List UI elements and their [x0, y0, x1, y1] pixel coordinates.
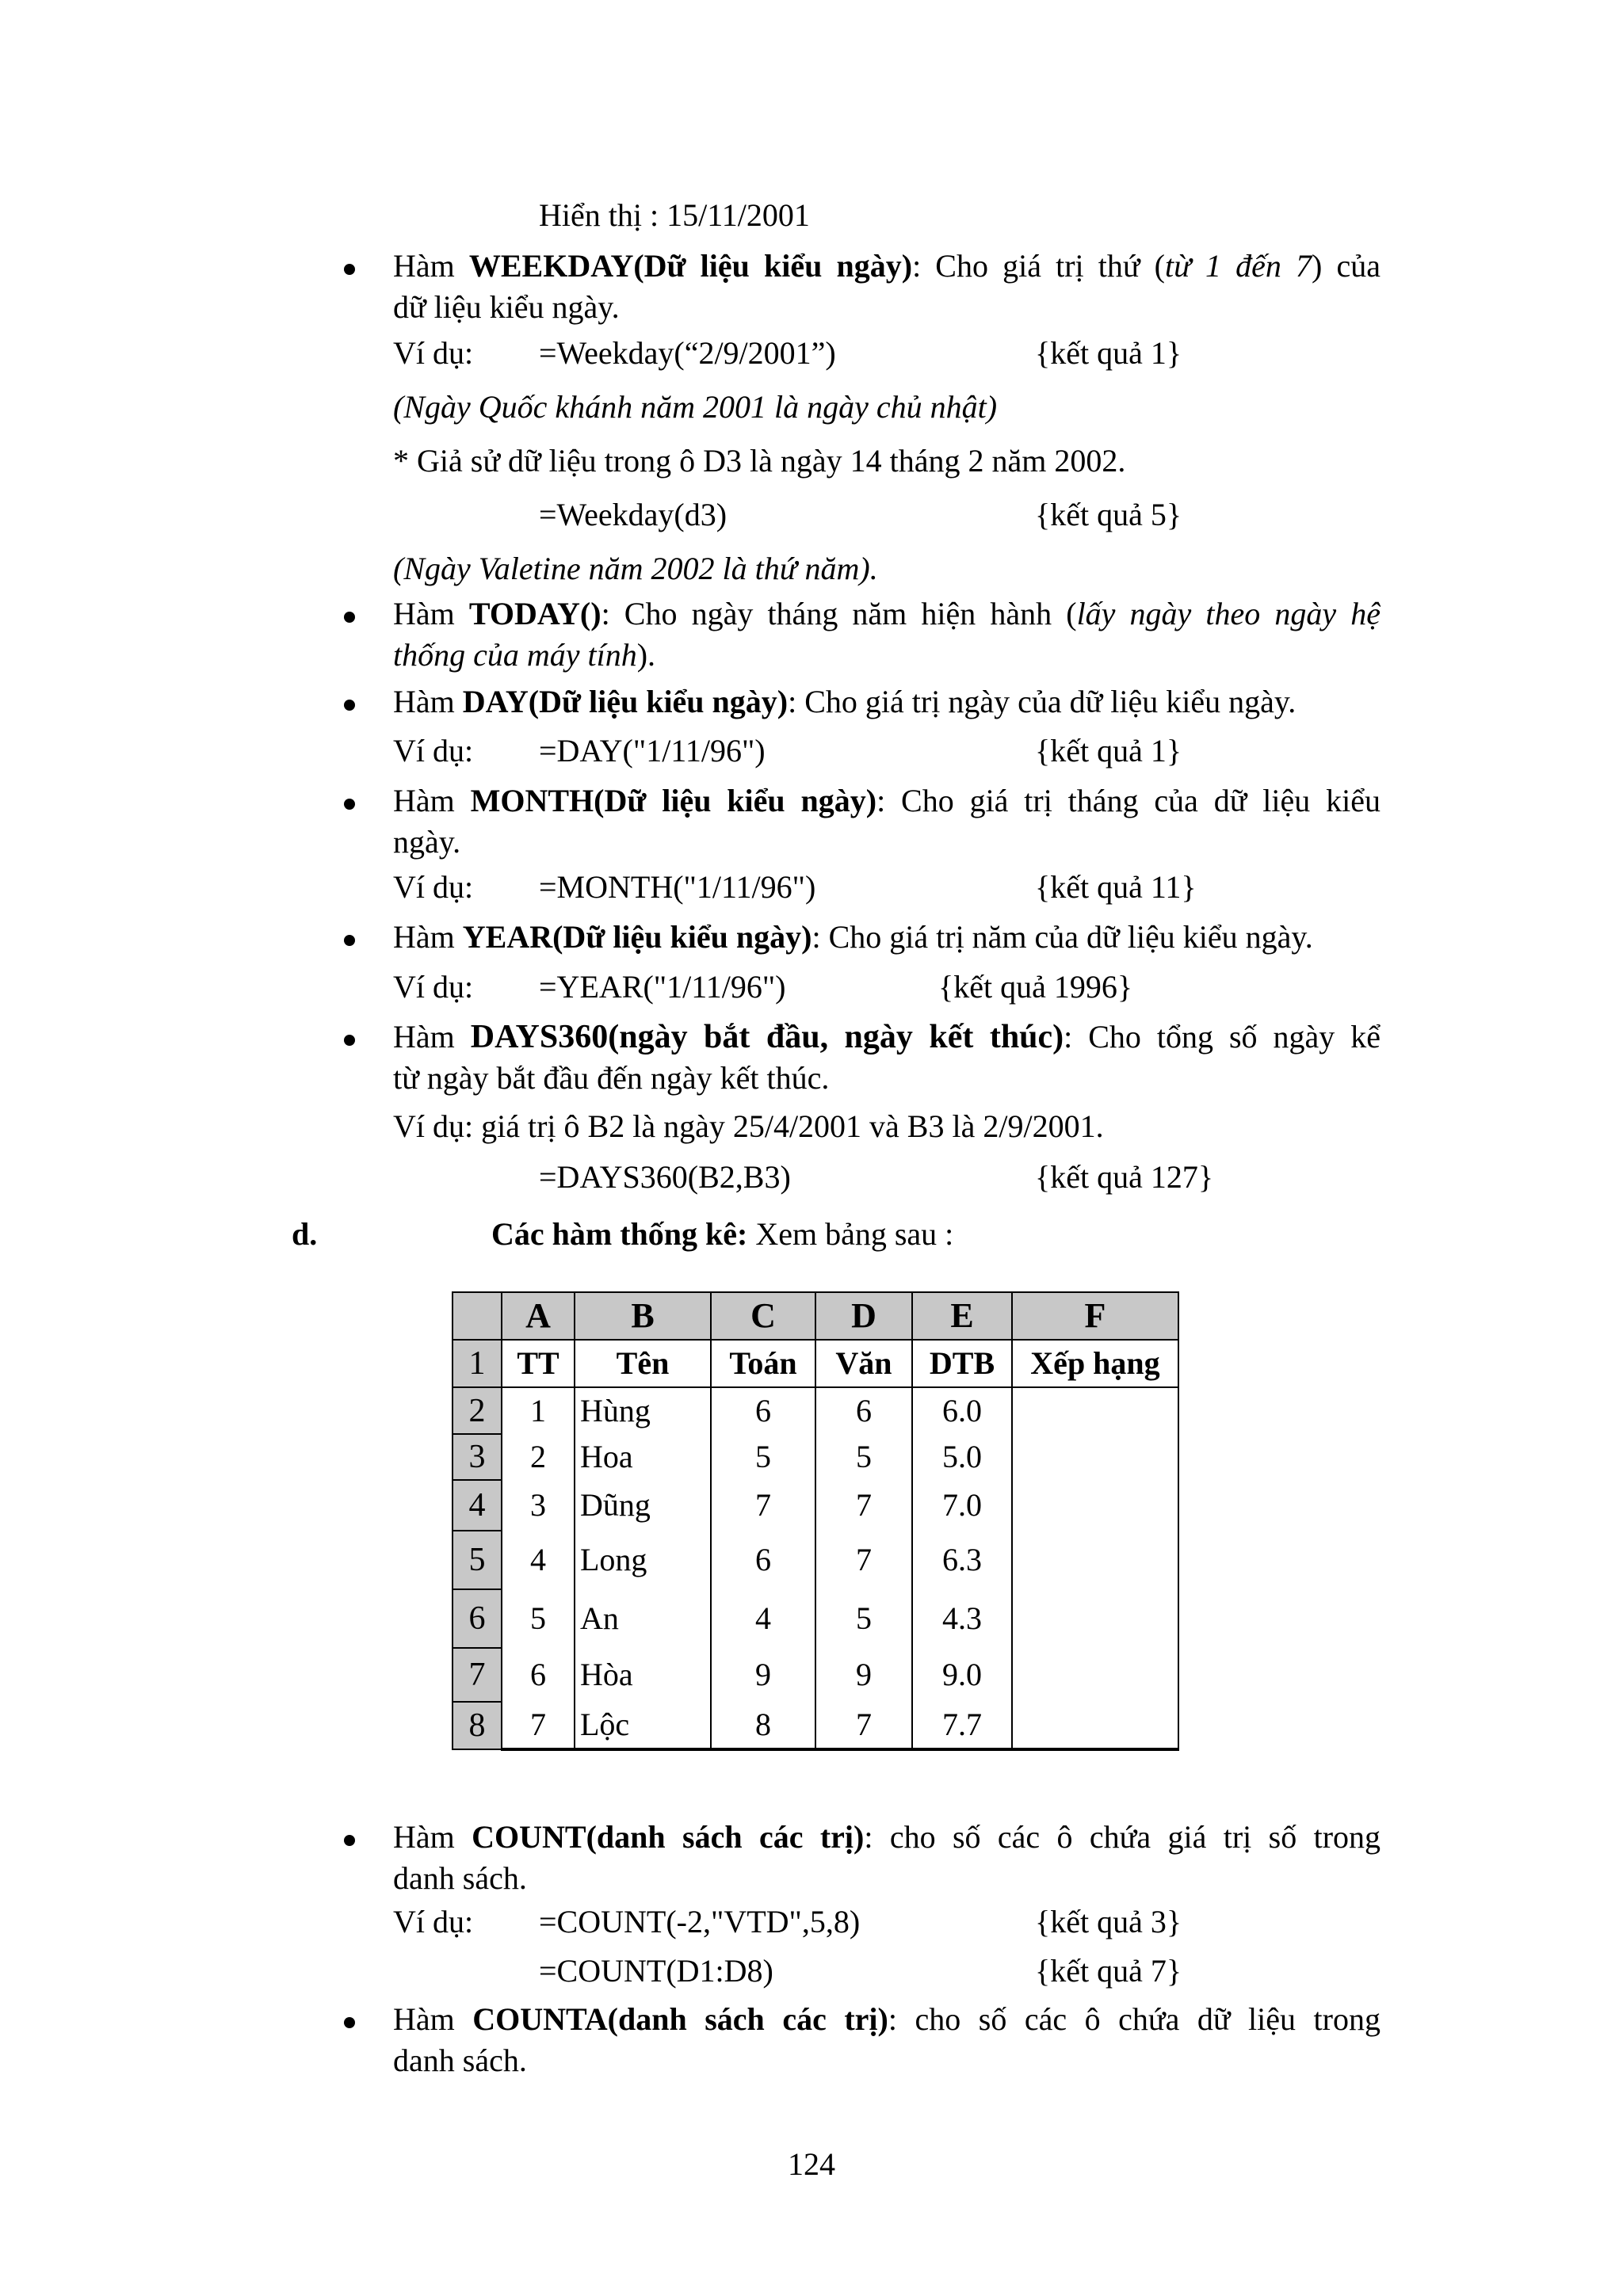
page-number: 124: [788, 2146, 835, 2182]
weekday-description: Hàm WEEKDAY(Dữ liệu kiểu ngày): Cho giá trị thứ (từ 1 đến 7) của dữ liệu kiểu ngày.: [393, 248, 1381, 325]
cell-tt: 6: [502, 1648, 575, 1702]
row-number: 8: [453, 1702, 502, 1749]
table-row: [453, 1531, 1178, 1589]
day-example-formula: =DAY("1/11/96"): [539, 733, 766, 769]
header-van: Văn: [815, 1340, 912, 1387]
cell-van: 7: [815, 1702, 912, 1749]
year-description: Hàm YEAR(Dữ liệu kiểu ngày): Cho giá trị năm của dữ liệu kiểu ngày.: [393, 919, 1313, 955]
cell-toan: 5: [711, 1434, 815, 1480]
cell-tt: 5: [502, 1589, 575, 1648]
month-description: Hàm MONTH(Dữ liệu kiểu ngày): Cho giá trị tháng của dữ liệu kiểu ngày.: [393, 783, 1381, 860]
count-function-name: COUNT(danh sách các trị): [472, 1819, 865, 1855]
cell-ten: Hùng: [575, 1387, 711, 1434]
cell-toan: 7: [711, 1480, 815, 1531]
year-example-label: Ví dụ:: [393, 969, 474, 1005]
bullet-day: [344, 700, 355, 711]
year-function-name: YEAR(Dữ liệu kiểu ngày): [462, 919, 812, 955]
day-example-label: Ví dụ:: [393, 733, 474, 769]
col-letter-e: E: [912, 1292, 1012, 1340]
col-letter-d: D: [815, 1292, 912, 1340]
cell-ten: An: [575, 1589, 711, 1648]
bullet-days360: [344, 1035, 355, 1046]
cell-xep-hang: [1012, 1434, 1178, 1480]
weekday-assumption: * Giả sử dữ liệu trong ô D3 là ngày 14 tháng 2 năm 2002.: [393, 443, 1126, 479]
days360-example-result: {kết quả 127}: [1035, 1159, 1214, 1195]
weekday-example-result: {kết quả 1}: [1035, 335, 1182, 371]
cell-tt: 4: [502, 1531, 575, 1589]
cell-ten: Lộc: [575, 1702, 711, 1749]
month-example-label: Ví dụ:: [393, 869, 474, 905]
cell-xep-hang: [1012, 1589, 1178, 1648]
cell-ten: Long: [575, 1531, 711, 1589]
cell-van: 7: [815, 1480, 912, 1531]
month-function-name: MONTH(Dữ liệu kiểu ngày): [470, 783, 877, 818]
corner-cell: [453, 1292, 502, 1340]
days360-example-formula: =DAYS360(B2,B3): [539, 1159, 791, 1195]
row-number: 1: [453, 1340, 502, 1387]
header-dtb: DTB: [912, 1340, 1012, 1387]
cell-ten: Hòa: [575, 1648, 711, 1702]
count-example-result: {kết quả 3}: [1035, 1904, 1182, 1939]
cell-dtb: 5.0: [912, 1434, 1012, 1480]
section-heading: Các hàm thống kê: Xem bảng sau :: [491, 1216, 954, 1252]
month-example-result: {kết quả 11}: [1035, 869, 1197, 905]
count-example-formula: =COUNT(-2,"VTD",5,8): [539, 1904, 861, 1939]
cell-toan: 4: [711, 1589, 815, 1648]
counta-description: Hàm COUNTA(danh sách các trị): cho số các ô chứa dữ liệu trong danh sách.: [393, 2001, 1381, 2078]
today-description: Hàm TODAY(): Cho ngày tháng năm hiện hành (lấy ngày theo ngày hệ thống của máy tính).: [393, 596, 1381, 673]
weekday-example-formula: =Weekday(“2/9/2001”): [539, 335, 836, 371]
day-description: Hàm DAY(Dữ liệu kiểu ngày): Cho giá trị ngày của dữ liệu kiểu ngày.: [393, 684, 1296, 719]
column-letters-row: [453, 1292, 1178, 1340]
header-toan: Toán: [711, 1340, 815, 1387]
spreadsheet-table: [452, 1291, 1179, 1751]
counta-function-name: COUNTA(danh sách các trị): [472, 2001, 888, 2037]
bullet-weekday: [344, 264, 355, 275]
today-function-name: TODAY(): [468, 596, 601, 631]
bullet-year: [344, 935, 355, 946]
month-example-formula: =MONTH("1/11/96"): [539, 869, 816, 905]
cell-dtb: 7.0: [912, 1480, 1012, 1531]
cell-tt: 2: [502, 1434, 575, 1480]
year-example-formula: =YEAR("1/11/96"): [539, 969, 786, 1005]
row-number: 2: [453, 1387, 502, 1434]
weekday-example2-formula: =Weekday(d3): [539, 497, 727, 532]
cell-van: 5: [815, 1434, 912, 1480]
table-row: [453, 1480, 1178, 1531]
cell-dtb: 6.0: [912, 1387, 1012, 1434]
cell-dtb: 7.7: [912, 1702, 1012, 1749]
day-function-name: DAY(Dữ liệu kiểu ngày): [462, 684, 789, 719]
col-letter-c: C: [711, 1292, 815, 1340]
row-number: 3: [453, 1434, 502, 1480]
header-ten: Tên: [575, 1340, 711, 1387]
row-number: 6: [453, 1589, 502, 1648]
cell-toan: 9: [711, 1648, 815, 1702]
cell-xep-hang: [1012, 1387, 1178, 1434]
cell-dtb: 4.3: [912, 1589, 1012, 1648]
count-example2-result: {kết quả 7}: [1035, 1953, 1182, 1989]
weekday-note-2: (Ngày Valetine năm 2002 là thứ năm).: [393, 551, 878, 586]
cell-tt: 1: [502, 1387, 575, 1434]
cell-tt: 3: [502, 1480, 575, 1531]
table-row: [453, 1434, 1178, 1480]
cell-dtb: 9.0: [912, 1648, 1012, 1702]
day-example-result: {kết quả 1}: [1035, 733, 1182, 769]
cell-toan: 8: [711, 1702, 815, 1749]
days360-example-line: Ví dụ: giá trị ô B2 là ngày 25/4/2001 và B3 là 2/9/2001.: [393, 1108, 1104, 1144]
bullet-count: [344, 1835, 355, 1846]
cell-xep-hang: [1012, 1648, 1178, 1702]
cell-ten: Dũng: [575, 1480, 711, 1531]
table-row: [453, 1387, 1178, 1434]
table-row: [453, 1648, 1178, 1702]
row-number: 5: [453, 1531, 502, 1589]
count-description: Hàm COUNT(danh sách các trị): cho số các ô chứa giá trị số trong danh sách.: [393, 1819, 1381, 1896]
bullet-today: [344, 612, 355, 623]
cell-dtb: 6.3: [912, 1531, 1012, 1589]
row-number: 4: [453, 1480, 502, 1531]
row-number: 7: [453, 1648, 502, 1702]
cell-toan: 6: [711, 1531, 815, 1589]
cell-van: 7: [815, 1531, 912, 1589]
days360-description: Hàm DAYS360(ngày bắt đầu, ngày kết thúc): Cho tổng số ngày kể từ ngày bắt đầu đến ngày kết thúc.: [393, 1019, 1381, 1096]
cell-van: 5: [815, 1589, 912, 1648]
bullet-month: [344, 799, 355, 810]
col-letter-b: B: [575, 1292, 711, 1340]
weekday-note-1: (Ngày Quốc khánh năm 2001 là ngày chủ nhật): [393, 389, 998, 425]
header-xep-hang: Xếp hạng: [1012, 1340, 1178, 1387]
weekday-example2-result: {kết quả 5}: [1035, 497, 1182, 532]
cell-ten: Hoa: [575, 1434, 711, 1480]
count-example-label: Ví dụ:: [393, 1904, 474, 1939]
table-row: [453, 1589, 1178, 1648]
cell-tt: 7: [502, 1702, 575, 1749]
count-example2-formula: =COUNT(D1:D8): [539, 1953, 773, 1989]
col-letter-f: F: [1012, 1292, 1178, 1340]
header-tt: TT: [502, 1340, 575, 1387]
cell-xep-hang: [1012, 1480, 1178, 1531]
display-result-line: Hiển thị : 15/11/2001: [539, 197, 810, 233]
cell-xep-hang: [1012, 1702, 1178, 1749]
header-row: [453, 1340, 1178, 1387]
bullet-counta: [344, 2017, 355, 2028]
days360-function-name: DAYS360(ngày bắt đầu, ngày kết thúc): [470, 1019, 1064, 1055]
cell-van: 6: [815, 1387, 912, 1434]
cell-xep-hang: [1012, 1531, 1178, 1589]
weekday-example-label: Ví dụ:: [393, 335, 474, 371]
cell-van: 9: [815, 1648, 912, 1702]
year-example-result: {kết quả 1996}: [938, 969, 1133, 1005]
cell-toan: 6: [711, 1387, 815, 1434]
table-row: [453, 1702, 1178, 1749]
weekday-function-name: WEEKDAY(Dữ liệu kiểu ngày): [468, 248, 913, 284]
col-letter-a: A: [502, 1292, 575, 1340]
section-letter: d.: [292, 1216, 318, 1252]
